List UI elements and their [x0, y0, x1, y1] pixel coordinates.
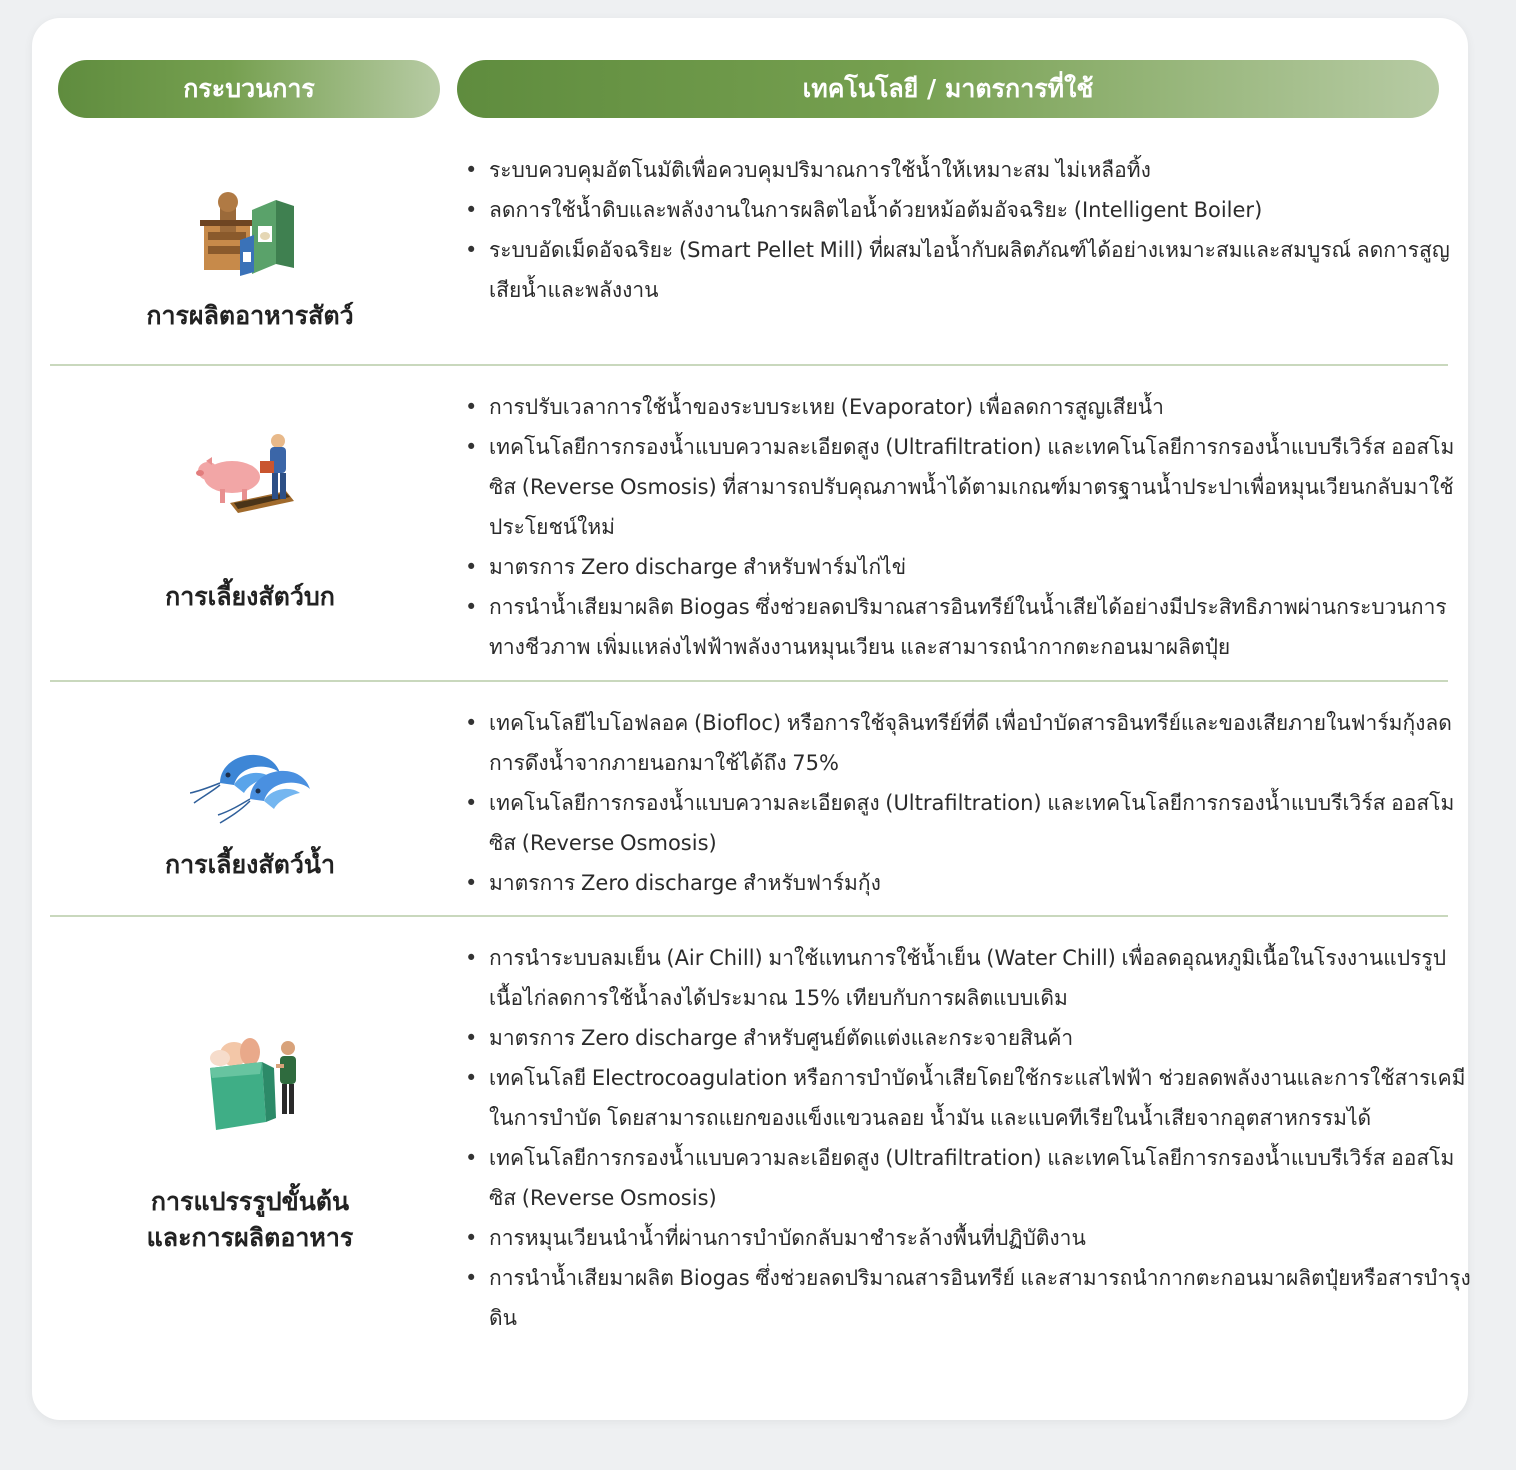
process-column-header — [58, 60, 440, 118]
feed-mill-icon — [190, 180, 310, 280]
list-item: • การนำน้ำเสียมาผลิต Biogas ซึ่งช่วยลดปริมาณสารอินทรีย์ และสามารถนำกากตะกอนมาผลิตปุ๋ยหรือสารบำรุงดิน — [489, 1258, 1474, 1338]
technology-column-header — [457, 60, 1439, 118]
row-divider — [50, 364, 1448, 366]
list-item: • เทคโนโลยีการกรองน้ำแบบความละเอียดสูง (Ultrafiltration) และเทคโนโลยีการกรองน้ำแบบรีเวิร์ส ออสโมซิส (Reverse Osmosis) — [489, 783, 1474, 863]
food-shopper-icon — [190, 1034, 310, 1134]
list-item: • การนำน้ำเสียมาผลิต Biogas ซึ่งช่วยลดปริมาณสารอินทรีย์ในน้ำเสียได้อย่างมีประสิทธิภาพผ่านกระบวนการทางชีวภาพ เพิ่มแหล่งไฟฟ้าพลังงานหมุนเวียน และสามารถนำกากตะกอนมาผลิตปุ๋ย — [489, 587, 1474, 667]
list-item: • มาตรการ Zero discharge สำหรับศูนย์ตัดแต่งและกระจายสินค้า — [489, 1018, 1474, 1058]
list-item: • การปรับเวลาการใช้น้ำของระบบระเหย (Evaporator) เพื่อลดการสูญเสียน้ำ — [489, 387, 1474, 427]
list-item: • ระบบควบคุมอัตโนมัติเพื่อควบคุมปริมาณการใช้น้ำให้เหมาะสม ไม่เหลือทิ้ง — [489, 150, 1474, 190]
list-item: • เทคโนโลยีการกรองน้ำแบบความละเอียดสูง (Ultrafiltration) และเทคโนโลยีการกรองน้ำแบบรีเวิร์ส ออสโมซิส (Reverse Osmosis) ที่สามารถปรับคุณภาพน้ำได้ตามเกณฑ์มาตรฐานน้ำประปาเพื่อหมุนเวียนกลับมาใช้ประโยชน์ใหม่ — [489, 427, 1474, 547]
list-item: • เทคโนโลยีการกรองน้ำแบบความละเอียดสูง (Ultrafiltration) และเทคโนโลยีการกรองน้ำแบบรีเวิร์ส ออสโมซิส (Reverse Osmosis) — [489, 1138, 1474, 1218]
pig-farmer-icon — [190, 427, 310, 527]
list-item: • เทคโนโลยี Electrocoagulation หรือการบำบัดน้ำเสียโดยใช้กระแสไฟฟ้า ช่วยลดพลังงานและการใช้สารเคมีในการบำบัด โดยสามารถแยกของแข็งแขวนลอย น้ำมัน และแบคทีเรียในน้ำเสียจากอุตสาหกรรมได้ — [489, 1058, 1474, 1138]
technology-header-label: เทคโนโลยี / มาตรการที่ใช้ — [802, 74, 1094, 103]
technology-list-food — [465, 938, 1474, 1338]
row-divider — [50, 915, 1448, 917]
list-item: • ระบบอัดเม็ดอัจฉริยะ (Smart Pellet Mill) ที่ผสมไอน้ำกับผลิตภัณฑ์ได้อย่างเหมาะสมและสมบูรณ์ ลดการสูญเสียน้ำและพลังงาน — [489, 230, 1474, 310]
row-land-livestock — [50, 387, 1455, 679]
process-label-aqua: การเลี้ยงสัตว์น้ำ — [165, 850, 335, 879]
row-food-processing — [50, 938, 1471, 1378]
process-header-label: กระบวนการ — [183, 74, 315, 103]
list-item: • การนำระบบลมเย็น (Air Chill) มาใช้แทนการใช้น้ำเย็น (Water Chill) เพื่อลดอุณหภูมิเนื้อในโรงงานแปรรูปเนื้อไก่ลดการใช้น้ำลงได้ประมาณ 15% เทียบกับการผลิตแบบเดิม — [489, 938, 1474, 1018]
process-label-food-line1: การแปรรรูปขั้นต้น — [150, 1187, 350, 1216]
list-item: • มาตรการ Zero discharge สำหรับฟาร์มกุ้ง — [489, 863, 1474, 903]
process-label-land: การเลี้ยงสัตว์บก — [165, 582, 335, 611]
list-item: • มาตรการ Zero discharge สำหรับฟาร์มไก่ไข่ — [489, 547, 1474, 587]
process-label-food-line2: และการผลิตอาหาร — [146, 1223, 354, 1252]
shrimp-icon — [190, 733, 310, 833]
list-item: • ลดการใช้น้ำดิบและพลังงานในการผลิตไอน้ำด้วยหม้อต้มอัจฉริยะ (Intelligent Boiler) — [489, 190, 1474, 230]
process-label-food — [50, 1184, 450, 1256]
list-item: • เทคโนโลยีไบโอฟลอค (Biofloc) หรือการใช้จุลินทรีย์ที่ดี เพื่อบำบัดสารอินทรีย์และของเสียภายในฟาร์มกุ้งลดการดึงน้ำจากภายนอกมาใช้ได้ถึง 75% — [489, 703, 1474, 783]
technology-list-aqua — [465, 703, 1474, 903]
row-feed-production — [50, 150, 1448, 362]
row-divider — [50, 680, 1448, 682]
technology-list-land — [465, 387, 1474, 667]
technology-list-feed — [465, 150, 1474, 310]
row-aquaculture — [50, 703, 1455, 913]
process-label-feed: การผลิตอาหารสัตว์ — [146, 301, 354, 330]
list-item: • การหมุนเวียนนำน้ำที่ผ่านการบำบัดกลับมาชำระล้างพื้นที่ปฏิบัติงาน — [489, 1218, 1474, 1258]
